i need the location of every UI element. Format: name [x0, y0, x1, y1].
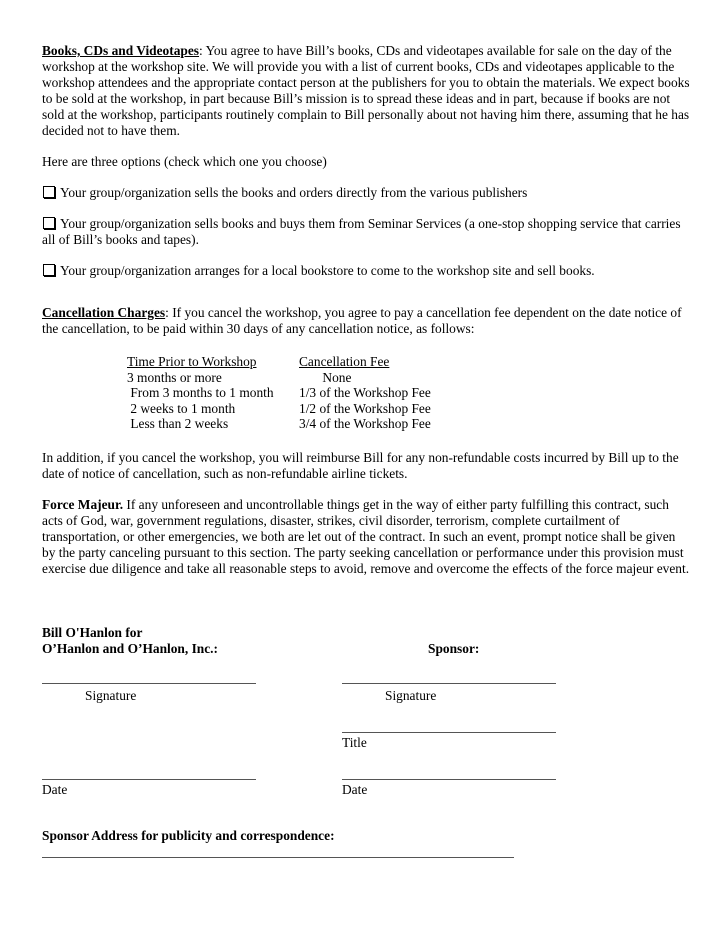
- title-line[interactable]: [342, 732, 556, 733]
- table-cell-time: 2 weeks to 1 month: [127, 400, 236, 416]
- cancellation-heading: Cancellation Charges: [42, 305, 166, 320]
- option-item: [42, 263, 692, 279]
- right-date-label: Date: [342, 782, 368, 797]
- address-line[interactable]: [42, 857, 514, 858]
- option-item: [42, 185, 692, 201]
- table-cell-fee: 1/3 of the Workshop Fee: [299, 385, 431, 401]
- table-cell-fee: 1/2 of the Workshop Fee: [299, 400, 431, 416]
- table-cell-fee: None: [299, 369, 352, 385]
- table-col2-header: Cancellation Fee: [299, 354, 390, 369]
- right-signature-label: Signature: [385, 688, 437, 703]
- cancellation-paragraph: [42, 305, 692, 337]
- left-signature-label: Signature: [85, 688, 137, 703]
- checkbox-icon[interactable]: [43, 186, 55, 198]
- checkbox-icon[interactable]: [43, 264, 55, 276]
- left-date-label: Date: [42, 782, 68, 797]
- books-heading: Books, CDs and Videotapes: [42, 43, 200, 58]
- left-signer-name: Bill O'Hanlon for: [42, 625, 143, 640]
- sponsor-title: Sponsor:: [428, 641, 480, 656]
- force-majeur-heading: Force Majeur.: [42, 497, 124, 512]
- cancellation-text: : If you cancel the workshop, you agree to pay a cancellation fee dependent on the date notice of the cancellation, to be paid within 30 days of any cancellation notice, as follows:: [42, 305, 682, 336]
- right-date-line[interactable]: [342, 779, 556, 780]
- left-signer-company: O’Hanlon and O’Hanlon, Inc.:: [42, 641, 218, 656]
- table-cell-time: Less than 2 weeks: [127, 416, 229, 432]
- option-label: Your group/organization sells the books and orders directly from the various publishers: [60, 185, 528, 200]
- cancellation-table-times: [127, 354, 274, 432]
- books-paragraph: [42, 43, 692, 138]
- option-item: [42, 216, 692, 248]
- option-label: Your group/organization arranges for a local bookstore to come to the workshop site and sell books.: [60, 263, 595, 278]
- table-col1-header: Time Prior to Workshop: [127, 354, 257, 369]
- checkbox-icon[interactable]: [43, 217, 55, 229]
- option-label: Your group/organization sells books and buys them from Seminar Services (a one-stop shopping service that carries all of Bill’s books and tapes).: [42, 216, 681, 247]
- table-cell-time: From 3 months to 1 month: [127, 385, 274, 401]
- table-cell-fee: 3/4 of the Workshop Fee: [299, 416, 431, 432]
- force-majeur-paragraph: [42, 497, 692, 577]
- right-signature-line[interactable]: [342, 683, 556, 684]
- left-signature-line[interactable]: [42, 683, 256, 684]
- address-label: Sponsor Address for publicity and correspondence:: [42, 828, 335, 843]
- cancellation-table-fees: [299, 354, 431, 432]
- left-date-line[interactable]: [42, 779, 256, 780]
- table-cell-time: 3 months or more: [127, 369, 222, 385]
- options-intro: Here are three options (check which one you choose): [42, 154, 327, 169]
- cancellation-addition: In addition, if you cancel the workshop, you will reimburse Bill for any non-refundable costs incurred by Bill up to the date of notice of cancellation, such as non-refundable airline tickets.: [42, 450, 679, 481]
- books-text: : You agree to have Bill’s books, CDs and videotapes available for sale on the day of the workshop at the workshop site. We will provide you with a list of current books, CDs and videotapes applicable to the workshop attendees and the appropriate contact person at the publishers for you to obtain the materials. We expect books to be sold at the workshop, in part because Bill’s mission is to spread these ideas and in part, because if books are not sold at the workshop, participants routinely complain to Bill personally about not having him there, assuming that he has decided not to have them.: [42, 43, 690, 138]
- title-label: Title: [342, 735, 367, 750]
- force-majeur-text: If any unforeseen and uncontrollable things get in the way of either party fulfilling this contract, such acts of God, war, government regulations, disaster, strikes, civil disorder, terrorism, complete curtailment of transportation, or other emergencies, we both are let out of the contract. In such an event, prompt notice shall be given by the party canceling pursuant to this section. The party seeking cancellation or performance under this provision must exercise due diligence and take all reasonable steps to avoid, remove and overcome the effects of the force majeur event.: [42, 497, 690, 576]
